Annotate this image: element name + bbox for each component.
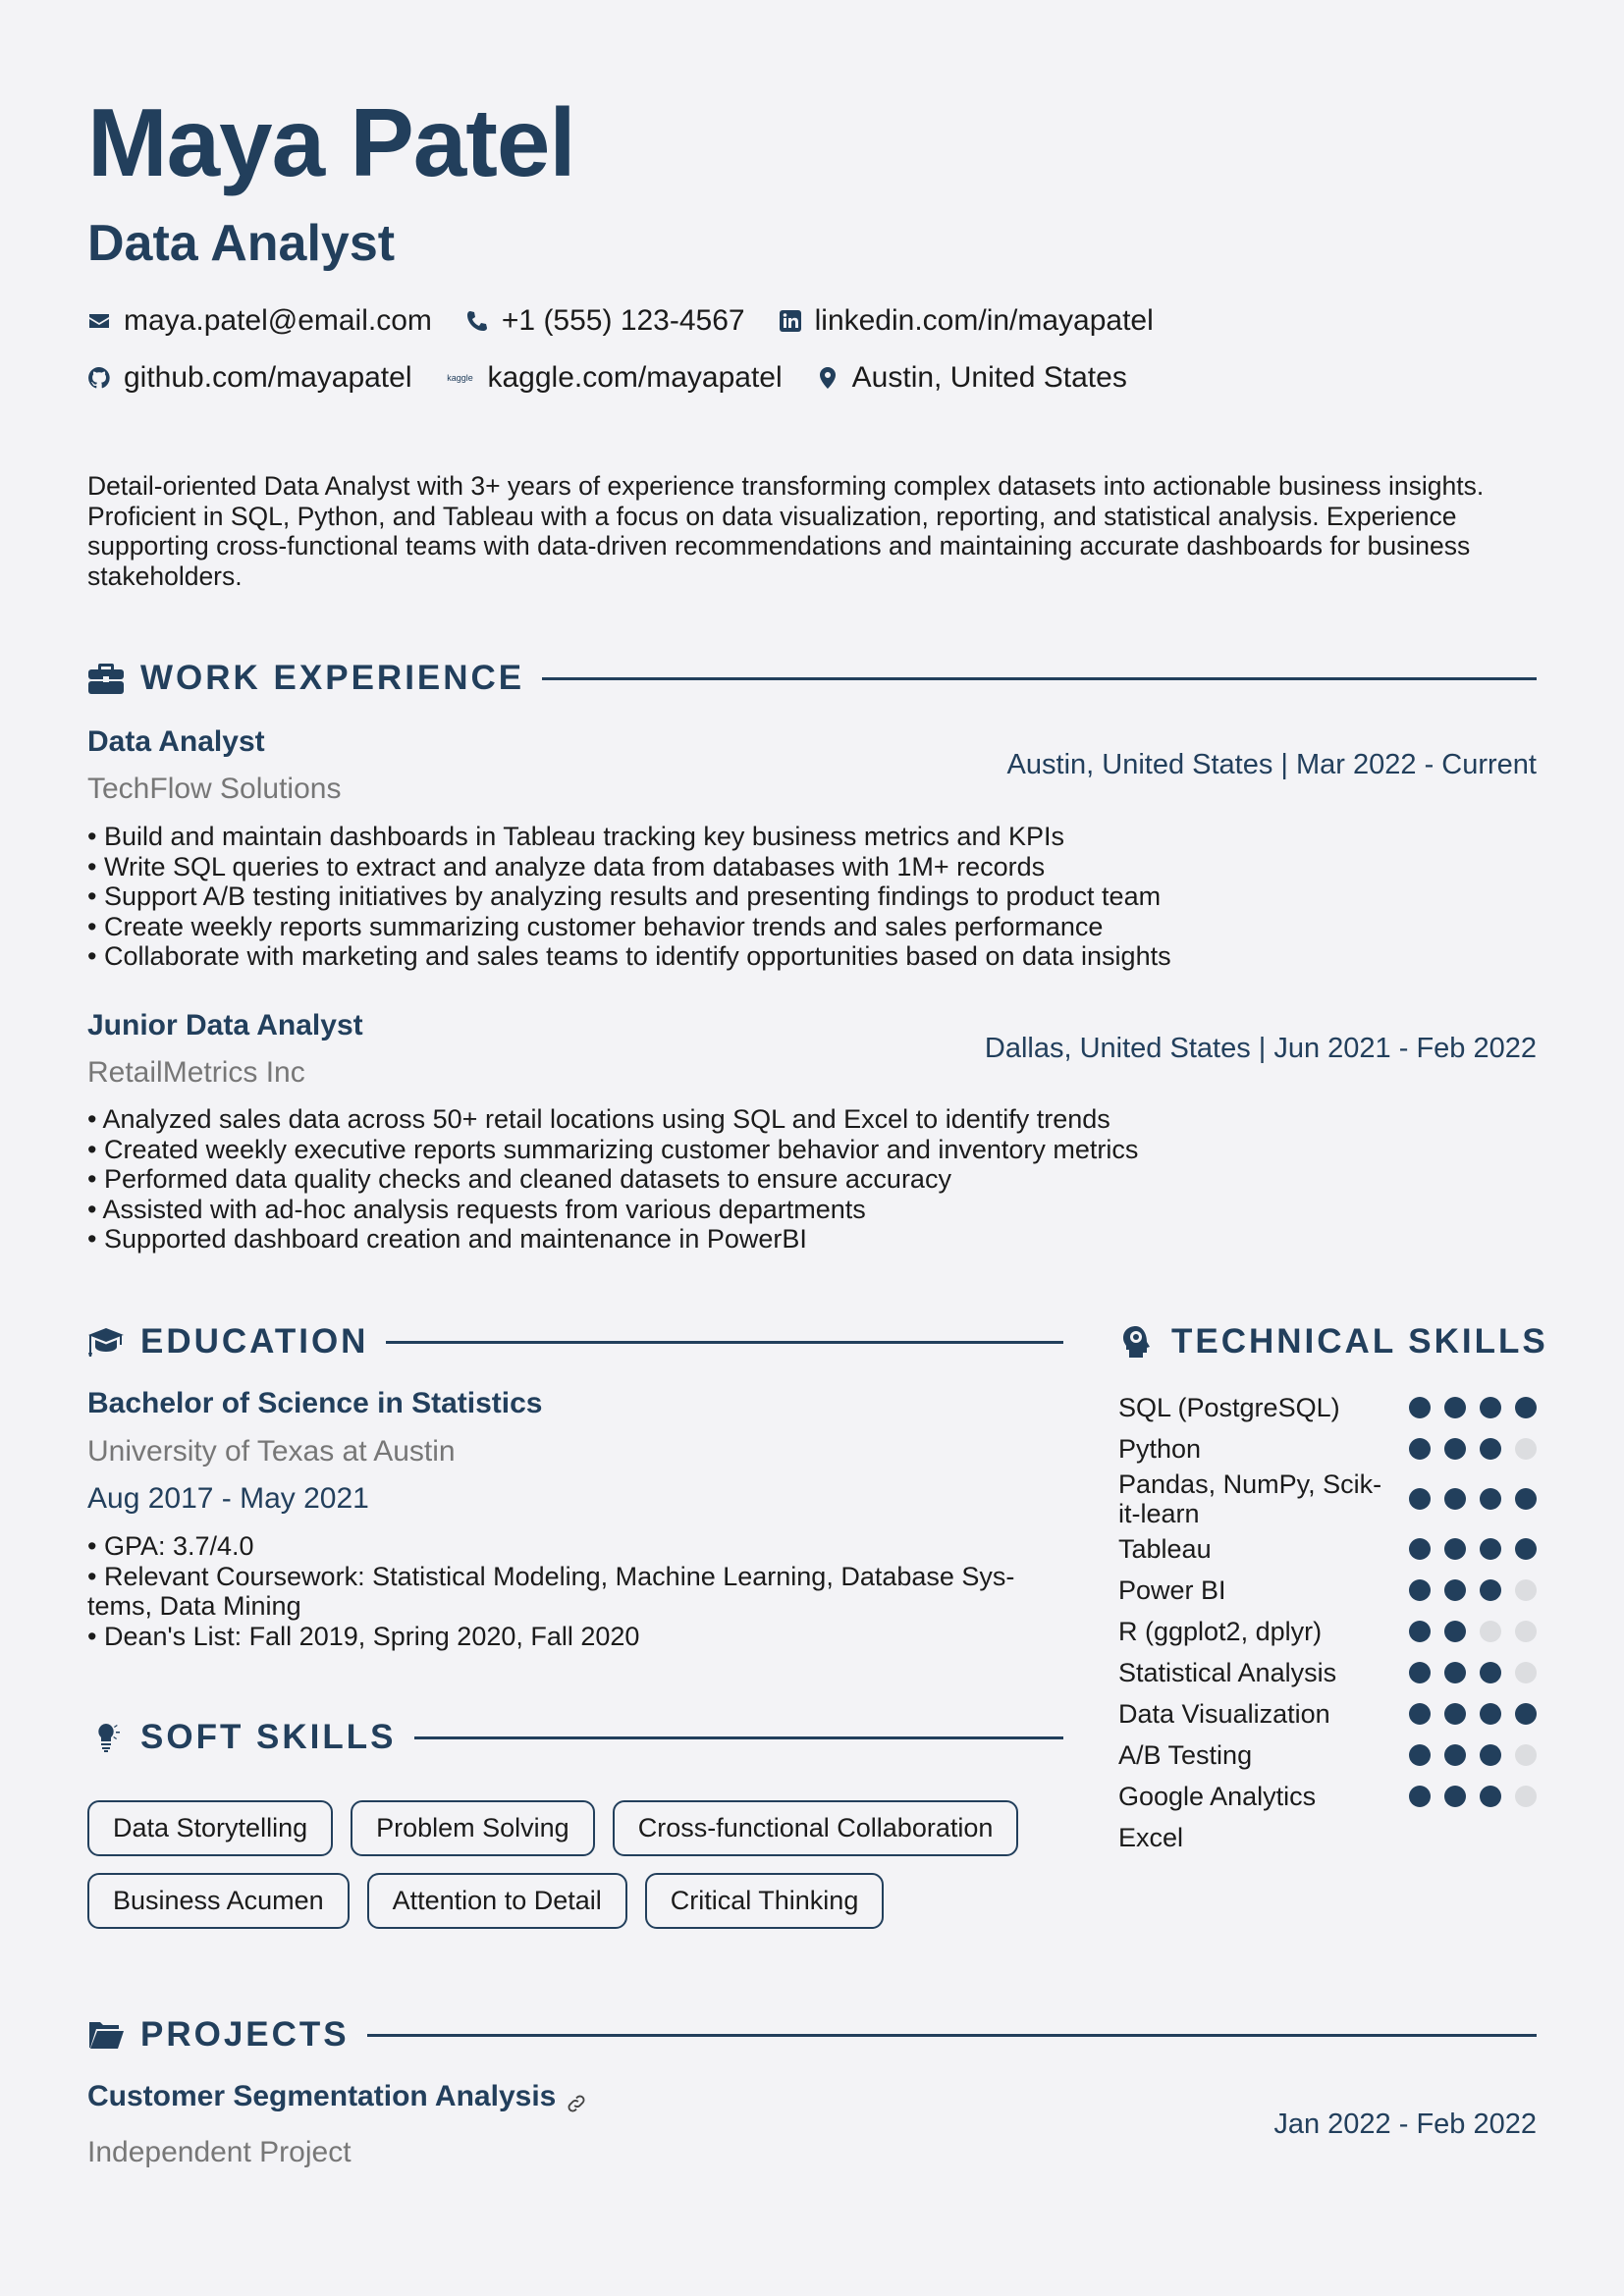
section-title-projects: PROJECTS xyxy=(140,2015,350,2054)
section-title-soft-skills: SOFT SKILLS xyxy=(140,1718,397,1756)
rating-dot-filled xyxy=(1409,1488,1431,1510)
skill-name: Power BI xyxy=(1118,1575,1226,1605)
linkedin-icon xyxy=(779,309,802,333)
rating-dot-filled xyxy=(1515,1703,1537,1725)
skill-name: Python xyxy=(1118,1434,1202,1464)
section-title-technical-skills: TECHNICAL SKILLS xyxy=(1171,1322,1548,1361)
rating-dot-filled xyxy=(1444,1397,1466,1418)
bullet: • Collaborate with marketing and sales teams to identify opportunities based on data insights xyxy=(87,941,1171,971)
contact-github[interactable] xyxy=(87,361,412,395)
location-pin-icon xyxy=(816,366,839,390)
job-title-1: Data Analyst xyxy=(87,725,265,758)
rating-dot-filled xyxy=(1444,1438,1466,1460)
skill-name: Data Visualization xyxy=(1118,1699,1330,1729)
briefcase-icon xyxy=(87,661,125,696)
section-header-soft-skills xyxy=(87,1718,1063,1757)
project-dates: Jan 2022 - Feb 2022 xyxy=(1273,2109,1537,2140)
skill-rating xyxy=(1395,1621,1537,1642)
technical-skills-list xyxy=(1118,1387,1537,1858)
rating-dot-filled xyxy=(1444,1488,1466,1510)
contact-linkedin[interactable] xyxy=(779,304,1154,338)
skill-name: Google Analytics xyxy=(1118,1782,1317,1811)
degree: Bachelor of Science in Statistics xyxy=(87,1387,543,1419)
section-title-education: EDUCATION xyxy=(140,1322,369,1361)
rating-dot-filled xyxy=(1480,1397,1501,1418)
skill-item xyxy=(1118,1817,1537,1858)
job-meta-1: Austin, United States | Mar 2022 - Current xyxy=(1006,749,1537,780)
skill-item xyxy=(1118,1652,1537,1693)
rating-dot-empty xyxy=(1515,1662,1537,1683)
bullet: • Dean's List: Fall 2019, Spring 2020, Fall 2020 xyxy=(87,1621,640,1651)
education-bullets xyxy=(87,1531,1050,1651)
skill-name: Statistical Analysis xyxy=(1118,1658,1337,1687)
rating-dot-filled xyxy=(1444,1538,1466,1560)
job-bullets-1 xyxy=(87,822,1171,972)
soft-skill-tag: Cross-functional Collaboration xyxy=(613,1800,1019,1856)
head-gear-icon xyxy=(1118,1324,1156,1360)
soft-skill-tag: Attention to Detail xyxy=(367,1873,627,1929)
section-divider xyxy=(414,1736,1064,1739)
rating-dot-empty xyxy=(1515,1579,1537,1601)
graduation-cap-icon xyxy=(87,1324,125,1360)
skill-item xyxy=(1118,1735,1537,1776)
folder-icon xyxy=(87,2017,125,2053)
bullet: • Relevant Coursework: Statistical Modeling, Machine Learning, Database Sys-tems, Data Mining xyxy=(87,1561,1015,1621)
phone-icon xyxy=(465,309,489,333)
candidate-name: Maya Patel xyxy=(87,88,575,196)
skill-rating xyxy=(1395,1579,1537,1601)
rating-dot-empty xyxy=(1515,1744,1537,1766)
rating-dot-filled xyxy=(1444,1703,1466,1725)
rating-dot-filled xyxy=(1515,1488,1537,1510)
rating-dot-filled xyxy=(1480,1438,1501,1460)
github-icon xyxy=(87,366,111,390)
section-header-projects xyxy=(87,2015,1537,2055)
rating-dot-filled xyxy=(1409,1786,1431,1807)
rating-dot-filled xyxy=(1409,1662,1431,1683)
bullet: • Write SQL queries to extract and analyze data from databases with 1M+ records xyxy=(87,851,1046,881)
skill-name: SQL (PostgreSQL) xyxy=(1118,1393,1340,1422)
skill-rating xyxy=(1395,1703,1537,1725)
bullet: • Support A/B testing initiatives by analyzing results and presenting findings to product team xyxy=(87,881,1162,911)
section-divider xyxy=(386,1341,1063,1344)
skill-item xyxy=(1118,1693,1537,1735)
bullet: • Created weekly executive reports summarizing customer behavior and inventory metrics xyxy=(87,1134,1139,1164)
job-bullets-2 xyxy=(87,1104,1138,1255)
kaggle-icon: kaggle xyxy=(447,373,473,383)
bullet: • GPA: 3.7/4.0 xyxy=(87,1531,254,1561)
skill-rating xyxy=(1395,1397,1537,1418)
rating-dot-filled xyxy=(1444,1662,1466,1683)
rating-dot-filled xyxy=(1409,1621,1431,1642)
skill-item xyxy=(1118,1570,1537,1611)
soft-skill-tag: Critical Thinking xyxy=(645,1873,885,1929)
rating-dot-empty xyxy=(1515,1621,1537,1642)
contact-phone[interactable] xyxy=(465,304,745,338)
rating-dot-empty xyxy=(1480,1621,1501,1642)
skill-item xyxy=(1118,1387,1537,1428)
section-divider xyxy=(542,677,1537,680)
section-header-technical-skills xyxy=(1118,1322,1548,1362)
job-title-2: Junior Data Analyst xyxy=(87,1009,363,1041)
rating-dot-filled xyxy=(1480,1744,1501,1766)
contact-location xyxy=(816,361,1127,395)
contact-email-text: maya.patel@email.com xyxy=(124,304,432,337)
skill-name: Pandas, NumPy, Scik-it-learn xyxy=(1118,1469,1382,1528)
section-header-education xyxy=(87,1322,1063,1362)
rating-dot-filled xyxy=(1480,1786,1501,1807)
rating-dot-filled xyxy=(1409,1744,1431,1766)
contact-linkedin-text: linkedin.com/in/mayapatel xyxy=(814,304,1154,337)
bullet: • Build and maintain dashboards in Tableau tracking key business metrics and KPIs xyxy=(87,822,1065,851)
contact-github-text: github.com/mayapatel xyxy=(124,361,412,394)
rating-dot-filled xyxy=(1480,1488,1501,1510)
rating-dot-filled xyxy=(1515,1538,1537,1560)
link-icon[interactable] xyxy=(566,2093,587,2114)
candidate-title: Data Analyst xyxy=(87,215,396,272)
rating-dot-filled xyxy=(1444,1786,1466,1807)
rating-dot-filled xyxy=(1444,1621,1466,1642)
skill-name: Excel xyxy=(1118,1823,1184,1852)
soft-skill-tag: Business Acumen xyxy=(87,1873,350,1929)
rating-dot-filled xyxy=(1444,1579,1466,1601)
rating-dot-empty xyxy=(1515,1438,1537,1460)
rating-dot-empty xyxy=(1515,1786,1537,1807)
company-2: RetailMetrics Inc xyxy=(87,1056,305,1089)
skill-item xyxy=(1118,1611,1537,1652)
skill-item xyxy=(1118,1469,1537,1528)
project-subtitle: Independent Project xyxy=(87,2136,352,2168)
rating-dot-filled xyxy=(1480,1538,1501,1560)
skill-rating xyxy=(1395,1786,1537,1807)
company-1: TechFlow Solutions xyxy=(87,773,342,805)
skill-rating xyxy=(1395,1662,1537,1683)
rating-dot-filled xyxy=(1480,1662,1501,1683)
contact-kaggle-text: kaggle.com/mayapatel xyxy=(487,361,783,394)
professional-summary: Detail-oriented Data Analyst with 3+ years of experience transforming complex datasets into actionable business insights. Proficient in SQL, Python, and Tableau with a focus on data visualization, reporting, and statistical analysis. Experience supporting cross-functional teams with data-driven recommendations and maintaining accurate dashboards for business stakeholders. xyxy=(87,471,1485,591)
skill-name: Tableau xyxy=(1118,1534,1212,1564)
skill-item xyxy=(1118,1428,1537,1469)
school: University of Texas at Austin xyxy=(87,1435,456,1468)
rating-dot-filled xyxy=(1444,1744,1466,1766)
bullet: • Performed data quality checks and cleaned datasets to ensure accuracy xyxy=(87,1164,951,1194)
skill-item xyxy=(1118,1528,1537,1570)
section-header-work xyxy=(87,659,1537,698)
rating-dot-filled xyxy=(1409,1438,1431,1460)
soft-skill-tag: Problem Solving xyxy=(351,1800,595,1856)
bullet: • Create weekly reports summarizing customer behavior trends and sales performance xyxy=(87,911,1104,941)
bullet: • Assisted with ad-hoc analysis requests from various departments xyxy=(87,1194,866,1224)
rating-dot-filled xyxy=(1409,1703,1431,1725)
rating-dot-filled xyxy=(1480,1703,1501,1725)
contact-phone-text: +1 (555) 123-4567 xyxy=(501,304,745,337)
rating-dot-filled xyxy=(1409,1579,1431,1601)
project-title[interactable] xyxy=(87,2079,587,2114)
skill-item xyxy=(1118,1776,1537,1817)
contact-location-text: Austin, United States xyxy=(851,361,1127,394)
contact-email[interactable] xyxy=(87,304,432,338)
rating-dot-filled xyxy=(1515,1397,1537,1418)
soft-skills-tags xyxy=(87,1800,1069,1946)
section-divider xyxy=(367,2034,1537,2037)
skill-rating xyxy=(1395,1438,1537,1460)
envelope-icon xyxy=(87,309,111,333)
skill-name: R (ggplot2, dplyr) xyxy=(1118,1617,1323,1646)
rating-dot-filled xyxy=(1409,1397,1431,1418)
rating-dot-filled xyxy=(1409,1538,1431,1560)
skill-rating xyxy=(1395,1538,1537,1560)
rating-dot-filled xyxy=(1480,1579,1501,1601)
skill-rating xyxy=(1395,1488,1537,1510)
section-title-work: WORK EXPERIENCE xyxy=(140,659,525,697)
contact-kaggle[interactable] xyxy=(446,361,783,395)
bullet: • Supported dashboard creation and maintenance in PowerBI xyxy=(87,1224,807,1254)
project-title-text: Customer Segmentation Analysis xyxy=(87,2080,557,2112)
skill-rating xyxy=(1395,1744,1537,1766)
lightbulb-icon xyxy=(87,1720,125,1755)
soft-skill-tag: Data Storytelling xyxy=(87,1800,333,1856)
bullet: • Analyzed sales data across 50+ retail locations using SQL and Excel to identify trends xyxy=(87,1104,1110,1134)
skill-name: A/B Testing xyxy=(1118,1740,1253,1770)
job-meta-2: Dallas, United States | Jun 2021 - Feb 2022 xyxy=(984,1033,1537,1064)
contact-row-1 xyxy=(87,304,1187,338)
education-dates: Aug 2017 - May 2021 xyxy=(87,1482,369,1515)
contact-row-2 xyxy=(87,361,1161,395)
